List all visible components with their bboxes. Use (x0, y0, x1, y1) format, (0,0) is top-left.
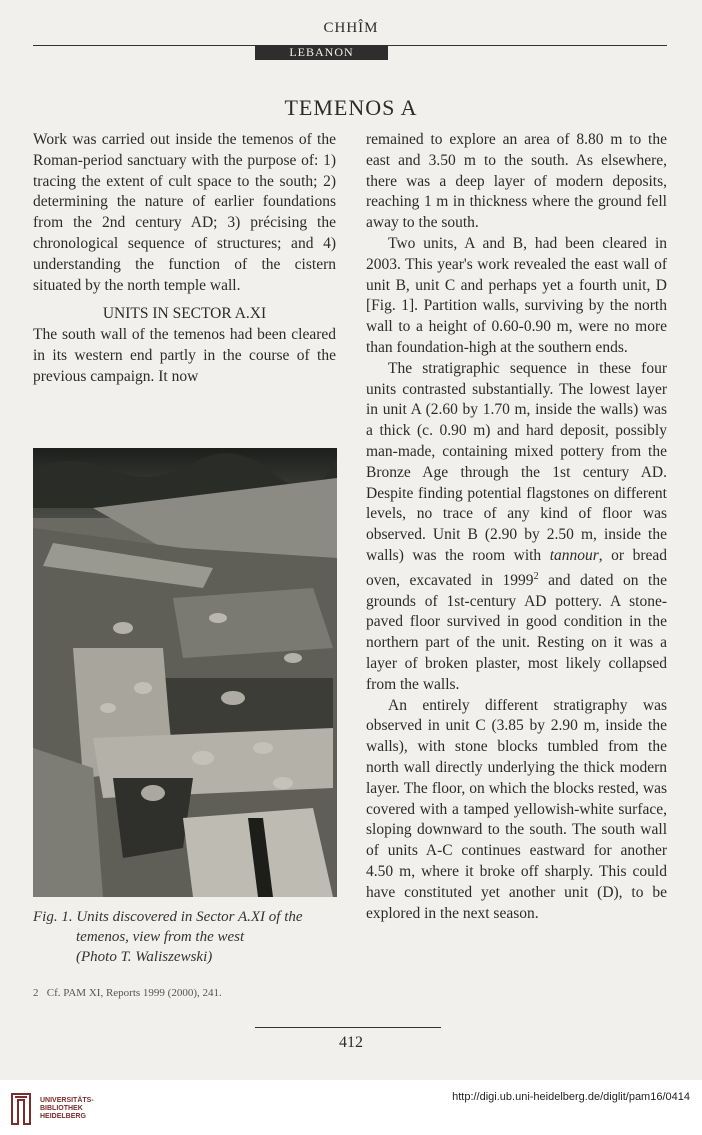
section-band: LEBANON (255, 45, 388, 60)
stratigraphy-text-c: and dated on the grounds of 1st-century AD pottery. A stone-paved floor survived in good condition in the northern part of the unit. Resting on it was a layer of broken plaster, most likely collapsed from the walls. (366, 571, 667, 693)
intro-paragraph: Work was carried out inside the temenos of the Roman-period sanctuary with the purpose of: 1) tracing the extent of cult space to the south; 2) determining the nature of earlier foundations from the 2nd century AD; 3) précising the chronological sequence of structures; and 4) understanding the function of the cistern situated by the north temple wall. (33, 131, 336, 294)
library-name (40, 1097, 94, 1121)
unit-c-paragraph: An entirely different stratigraphy was observed in unit C (3.85 by 2.90 m, inside the walls), with stone blocks tumbled from the north wall directly underlying the thick modern layer. The floor, on which the blocks rested, was covered with a tamped yellowish-white surface, sloping downward to the south. The south wall of units A-C continues eastward for another 4.50 m, where it broke off sharply. This could have constituted yet another unit (D), to be explored in the next season. (366, 696, 667, 922)
caption-line-2: temenos, view from the west (76, 929, 245, 945)
right-column (366, 130, 667, 924)
footer-rule (255, 1027, 441, 1028)
section-title: TEMENOS A (284, 95, 418, 120)
excavation-photo-image (33, 448, 337, 897)
caption-line-3: (Photo T. Waliszewski) (76, 949, 213, 965)
library-logo-icon (8, 1090, 34, 1128)
caption-line-1: Fig. 1. Units discovered in Sector A.XI of the (33, 909, 303, 925)
stratigraphy-paragraph (366, 359, 667, 696)
library-name-line-1: UNIVERSITÄTS- (40, 1097, 94, 1104)
stratigraphy-text-b: , or bread oven, excavated in 1999 (366, 546, 667, 589)
library-name-line-2: BIBLIOTHEK (40, 1105, 83, 1112)
subheading: UNITS IN SECTOR A.XI (102, 305, 267, 323)
stratigraphy-text-a: The stratigraphic sequence in these four units contrasted substantially. The lowest layer in unit A (2.60 by 1.70 m, inside the walls) was a thick (c. 0.90 m) and hard deposit, possibly man-made, containing mixed pottery from the Bronze Age through the 1st century AD. Despite finding potential flagstones on different levels, no trace of any kind of floor was observed. Unit B (2.90 by 2.50 m, inside the walls) was the room with (366, 359, 667, 564)
running-head: CHHÎM (323, 20, 379, 36)
left-column (33, 130, 336, 388)
digitization-footer (0, 1080, 702, 1135)
excavation-photo (33, 448, 337, 897)
figure-caption (33, 907, 337, 967)
page-number: 412 (339, 1034, 363, 1051)
continuation-paragraph: remained to explore an area of 8.80 m to the east and 3.50 m to the south. As elsewhere, there was a deep layer of modern deposits, reaching 1 m in thickness where the ground fell away to the south. (366, 131, 667, 232)
library-name-line-3: HEIDELBERG (40, 1113, 86, 1120)
footnote-ref: 2 (533, 570, 539, 582)
source-url[interactable]: http://digi.ub.uni-heidelberg.de/diglit/pam16/0414 (452, 1091, 690, 1103)
footnote: 2 Cf. PAM XI, Reports 1999 (2000), 241. (33, 987, 222, 999)
south-wall-paragraph: The south wall of the temenos had been cleared in its western end partly in the course of the previous campaign. It now (33, 326, 336, 385)
units-paragraph: Two units, A and B, had been cleared in 2003. This year's work revealed the east wall of unit B, unit C and perhaps yet a fourth unit, D [Fig. 1]. Partition walls, surviving by the north wall to a height of 0.60-0.90 m, were no more than foundation-high at the southern ends. (366, 234, 667, 356)
tannour-term: tannour (549, 546, 599, 564)
